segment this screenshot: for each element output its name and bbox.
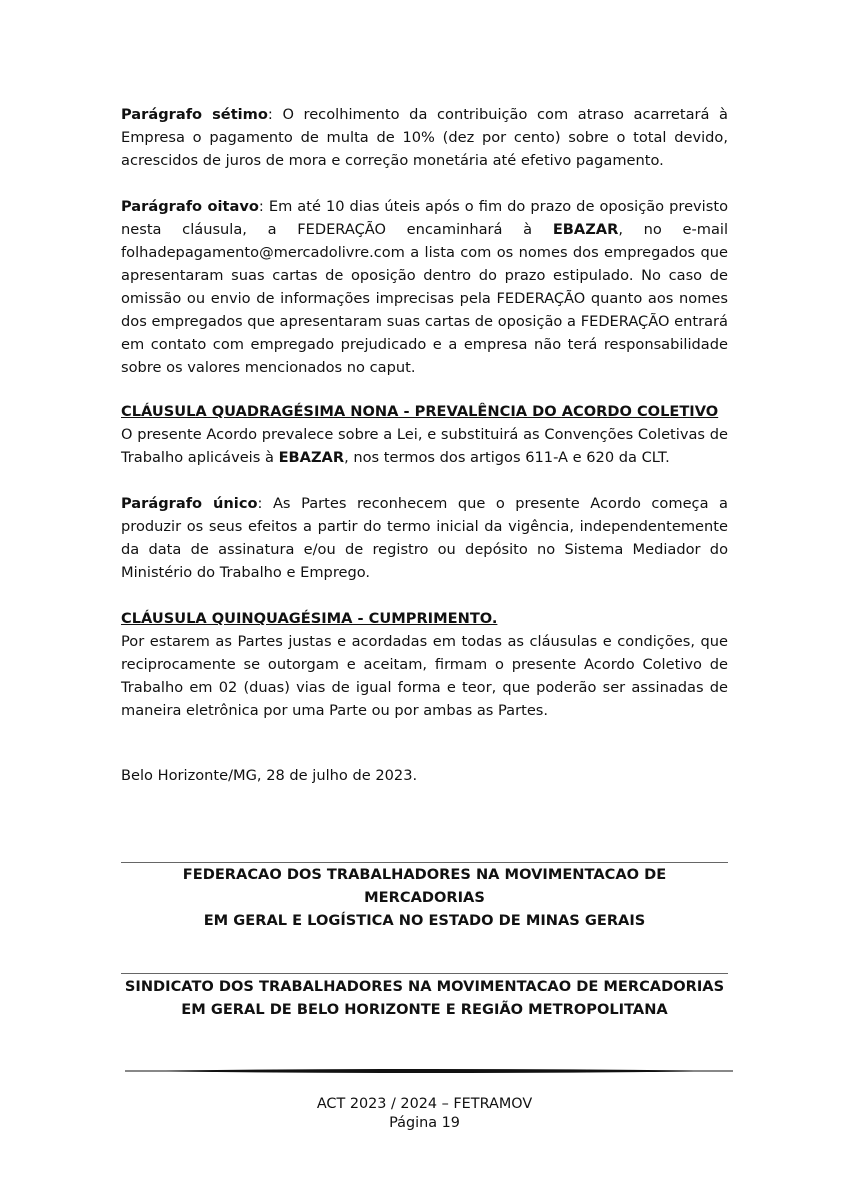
clausula-quinquagesima [121,607,728,722]
signature-line-sindicato [121,973,728,974]
footer-rule [125,1066,733,1076]
paragrafo-unico-text: As Partes reconhecem que o presente Acordo começa a produzir os seus efeitos a partir do termo inicial da vigência, independentemente da data de assinatura e/ou de registro ou depósito no Sistema Mediador do Ministério do Trabalho e Emprego. [121,495,728,581]
footer-doc-ref: ACT 2023 / 2024 – FETRAMOV [316,1096,533,1112]
company-name: EBAZAR [278,449,345,466]
paragrafo-oitavo-text-2: , no e-mail folhadepagamento@mercadolivre.com a lista com os nomes dos empregados que apresentaram suas cartas de oposição dentro do prazo estipulado. No caso de omissão ou envio de informações imprecisas pela FEDERAÇÃO quanto aos nomes dos empregados que apresentaram suas cartas de oposição a FEDERAÇÃO entrará em contato com empregado prejudicado e a empresa não terá responsabilidade sobre os valores mencionados no caput. [121,221,729,376]
signature-name-federacao: FEDERACAO DOS TRABALHADORES NA MOVIMENTACAO DE MERCADORIAS EM GERAL E LOGÍSTICA NO ESTADO DE MINAS GERAIS [182,866,667,929]
paragrafo-setimo-text: O recolhimento da contribuição com atraso acarretará à Empresa o pagamento de multa de 10% (dez por cento) sobre o total devido, acrescidos de juros de mora e correção monetária até efetivo pagamento. [121,106,728,169]
paragrafo-setimo: Parágrafo sétimo: O recolhimento da contribuição com atraso acarretará à Empresa o pagamento de multa de 10% (dez por cento) sobre o total devido, acrescidos de juros de mora e correção monetária até efetivo pagamento. [121,106,728,169]
paragrafo-oitavo-text-1: Em até 10 dias úteis após o fim do prazo de oposição previsto nesta cláusula, a FEDERAÇÃO encaminhará à [121,198,728,238]
footer [0,1095,849,1133]
clausula-50-heading: CLÁUSULA QUINQUAGÉSIMA - CUMPRIMENTO. [121,610,498,627]
clausula-49-text-1: O presente Acordo prevalece sobre a Lei, e substituirá as Convenções Coletivas de Trabalho aplicáveis à [121,426,728,466]
clausula-49-heading: CLÁUSULA QUADRAGÉSIMA NONA - PREVALÊNCIA DO ACORDO COLETIVO [121,403,719,420]
paragrafo-setimo-label: Parágrafo sétimo [121,106,268,123]
clausula-49-text-2: , nos termos dos artigos 611-A e 620 da CLT. [344,449,670,466]
paragrafo-oitavo-label: Parágrafo oitavo [121,198,259,215]
clausula-50-text: Por estarem as Partes justas e acordadas em todas as cláusulas e condições, que reciprocamente se outorgam e aceitam, firmam o presente Acordo Coletivo de Trabalho em 02 (duas) vias de igual forma e teor, que poderão ser assinadas de maneira eletrônica por uma Parte ou por ambas as Partes. [121,633,728,719]
paragrafo-unico: Parágrafo único: As Partes reconhecem que o presente Acordo começa a produzir os seus efeitos a partir do termo inicial da vigência, independentemente da data de assinatura e/ou de registro ou depósito no Sistema Mediador do Ministério do Trabalho e Emprego. [121,495,728,581]
company-name: EBAZAR [552,221,619,238]
paragrafo-unico-label: Parágrafo único [121,495,258,512]
footer-page-number: Página 19 [389,1115,460,1131]
signature-name-sindicato: SINDICATO DOS TRABALHADORES NA MOVIMENTACAO DE MERCADORIAS EM GERAL DE BELO HORIZONTE E REGIÃO METROPOLITANA [124,978,725,1018]
clausula-quadragesima-nona [121,400,728,469]
date-line: Belo Horizonte/MG, 28 de julho de 2023. [121,767,418,784]
paragrafo-oitavo: Parágrafo oitavo: Em até 10 dias úteis após o fim do prazo de oposição previsto nesta cláusula, a FEDERAÇÃO encaminhará à EBAZAR, no e-mail folhadepagamento@mercadolivre.com a lista com os nomes dos empregados que apresentaram suas cartas de oposição dentro do prazo estipulado. No caso de omissão ou envio de informações imprecisas pela FEDERAÇÃO quanto aos nomes dos empregados que apresentaram suas cartas de oposição a FEDERAÇÃO entrará em contato com empregado prejudicado e a empresa não terá responsabilidade sobre os valores mencionados no caput. [121,198,729,376]
